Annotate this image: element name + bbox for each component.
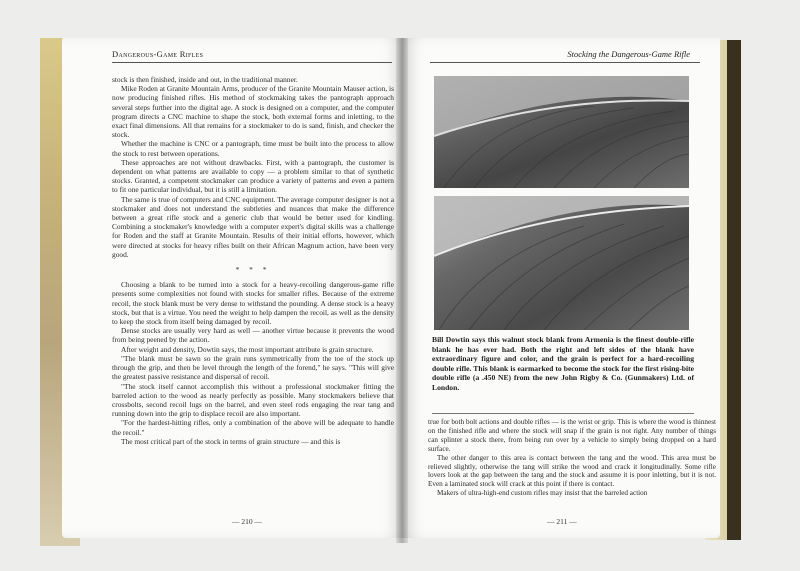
paragraph: Choosing a blank to be turned into a stock for a heavy-recoiling dangerous-game rifle presents some complexities not found with stocks for smaller rifles. Because of the extreme recoil, the stock blank must be very dense to withstand the pounding. A dense stock is a heavy stock, but that is a virtue. You need the weight to help dampen the recoil, as well as the density to keep the stock from itself being damaged by recoil. — [112, 280, 394, 327]
paragraph: The most critical part of the stock in terms of grain structure — and this is — [121, 436, 341, 446]
paragraph: Whether the machine is CNC or a pantograph, time must be built into the process to allow the stock to rest between operations. — [112, 139, 394, 158]
left-page — [62, 38, 404, 538]
header-rule — [430, 62, 700, 63]
paragraph: These approaches are not without drawbacks. First, with a pantograph, the customer is dependent on what patterns are available to copy — a problem similar to that of synthetic stocks. Granted, a competent stockmaker can produce a variety of patterns and even a pattern to fit one particular individual, but it is still a limitation. — [112, 157, 394, 195]
paragraph: The other danger to this area is contact between the tang and the wood. This area must be relieved slightly, otherwise the tang will strike the wood and crack it longitudinally. Some rifle lovers look at the gap between the tang and the stock and assume it is poor inletting, but it is not. Even a laminated stock will crack at this point if there is contact. — [428, 453, 716, 489]
book-gutter — [396, 38, 408, 543]
right-page-text — [428, 418, 716, 498]
paragraph: true for both bolt actions and double rifles — is the wrist or grip. This is where the wood is thinnest on the finished rifle and where the stock will snap if the grain is not right. Any number of things can splinter a stock there, from being run over by a vehicle to simply being dropped on a hard surface. — [428, 418, 716, 453]
section-separator: * * * — [235, 265, 271, 275]
caption-rule — [432, 413, 694, 414]
walnut-blank-photo-top — [434, 76, 689, 188]
left-page-text — [112, 75, 394, 446]
running-head-left: Dangerous-Game Rifles — [112, 49, 204, 59]
paragraph: The same is true of computers and CNC equipment. The average computer designer is not a stockmaker and does not understand the subtleties and nuances that make the difference between a great rifle stock and a generic club that would be better used for kindling. Combining a stockmaker's knowledge with a computer expert's digital skills was a challenge for Roden and the staff at Granite Mountain. Results of their initial efforts, however, which were directed at stocks for heavy rifles built on their African Magnum action, have been very good. — [112, 194, 394, 259]
walnut-blank-photo-bottom — [434, 196, 689, 330]
paragraph: Mike Roden at Granite Mountain Arms, producer of the Granite Mountain Mauser action, is now producing finished rifles. His method of stockmaking takes the pantograph approach several steps further into the digital age. A stock is designed on a computer, and the computer program directs a CNC machine to shape the stock, both external forms and inletting, to the exact final dimensions. All that remains for a stockmaker to do is sand, finish, and checker the stock. — [112, 84, 394, 140]
paragraph: Dense stocks are usually very hard as well — another virtue because it prevents the wood from being peened by the action. — [112, 326, 394, 345]
paragraph: "For the hardest-hitting rifles, only a combination of the above will be adequate to handle the recoil." — [112, 418, 394, 437]
header-rule — [112, 62, 392, 63]
wood-grain-pattern — [434, 76, 689, 188]
paragraph: "The blank must be sawn so the grain runs symmetrically from the toe of the stock up through the grip, and then be level through the length of the forend," he says. "This will give the greatest passive resistance and dispersal of recoil. — [112, 353, 394, 382]
right-page — [402, 38, 720, 538]
paragraph: Makers of ultra-high-end custom rifles may insist that the barreled action — [437, 489, 648, 498]
paragraph: After weight and density, Dowtin says, the most important attribute is grain structure. — [121, 344, 374, 354]
page-number-left: — 210 — — [232, 517, 262, 526]
wood-grain-pattern — [434, 196, 689, 330]
paragraph: stock is then finished, inside and out, in the traditional manner. — [112, 75, 298, 84]
paragraph: "The stock itself cannot accomplish this without a professional stockmaker fitting the barreled action to the wood as nearly perfectly as possible. Many stockmakers believe that crossbolts, second recoil lugs on the barrel, and even steel rods engaging the rear tang and running down into the grip to displace recoil are also important. — [112, 381, 394, 419]
page-number-right: — 211 — — [547, 517, 577, 526]
running-head-right: Stocking the Dangerous-Game Rifle — [567, 49, 690, 59]
photo-caption: Bill Dowtin says this walnut stock blank from Armenia is the finest double-rifle blank he has ever had. Both the right and left sides of the blank have extraordinary figure and color, and the grain is perfect for a hard-recoiling double rifle. This blank is earmarked to become the stock for the first rising-bite double rifle (a .450 NE) from the new John Rigby & Co. (Gunmakers) Ltd. of London. — [432, 335, 694, 392]
